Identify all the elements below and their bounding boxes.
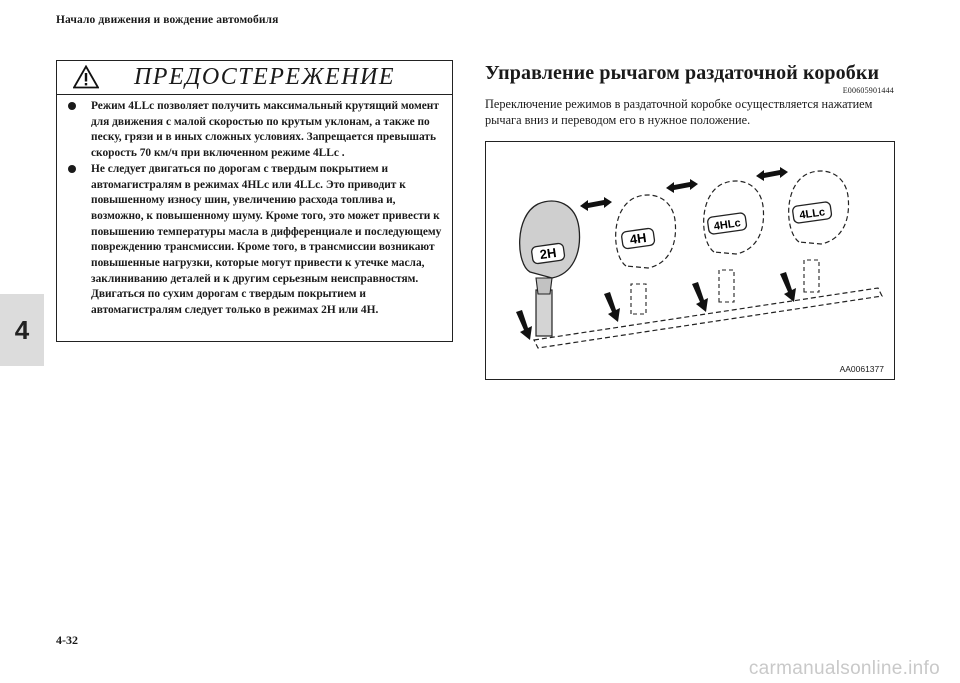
push-down-arrow-icon — [780, 272, 796, 302]
knob-4h — [616, 195, 676, 314]
warning-title-bar — [57, 61, 452, 95]
chapter-header: Начало движения и вождение автомобиля — [56, 14, 279, 26]
section-title: Управление рычагом раздаточной коробки — [485, 62, 880, 84]
knob-label-4hlc: 4HLc — [713, 217, 742, 233]
bullet-icon — [68, 102, 76, 110]
section-code: E00605901444 — [842, 86, 894, 95]
figure-code: AA0061377 — [839, 364, 884, 374]
warning-box — [56, 60, 453, 342]
warning-title: ПРЕДОСТЕРЕЖЕНИЕ — [133, 64, 396, 90]
knob-label-4llc: 4LLc — [798, 206, 826, 222]
section-body: Переключение режимов в раздаточной коробке осуществляется нажатием рычага вниз и переводом его в нужное положение. — [485, 97, 873, 128]
warning-item — [65, 162, 444, 319]
watermark: carmanualsonline.info — [748, 658, 940, 679]
knob-2h — [520, 201, 580, 336]
knob-4hlc — [704, 181, 764, 302]
shift-arrow-icon — [756, 167, 788, 181]
warning-list — [57, 95, 452, 319]
shift-arrows — [580, 167, 788, 211]
push-down-arrow-icon — [692, 282, 708, 312]
knob-4llc — [789, 171, 849, 292]
chapter-tab — [0, 294, 44, 366]
warning-item-text: Режим 4LLc позволяет получить максимальный крутящий момент для движения с малой скоростью по крутым уклонам, а также по песку, грязи и в иных сложных условиях. Запрещается превышать скорость 70 км/ч при включенном режиме 4LLc . — [91, 100, 439, 160]
base-plate-outline — [534, 288, 882, 348]
bullet-icon — [68, 165, 76, 173]
page-number: 4-32 — [56, 633, 78, 647]
warning-item-text: Не следует двигаться по дорогам с твердым покрытием и автомагистралям в режимах 4HLc или 4LLc. Это приводит к повышенному износу шин, увеличению расхода топлива и, возможно, к повышенному шуму. Кроме того, это может привести к повышению температуры масла в дифференциале и последующему повреждению трансмиссии. Кроме того, в трансмиссии возникают повышенные нагрузки, которые могут привести к утечке масла, заклиниванию деталей и к другим серьезным неисправностям. Двигаться по сухим дорогам с твердым покрытием и автомагистралям следует только в режимах 2H или 4H. — [91, 162, 442, 317]
warning-triangle-icon — [73, 65, 99, 89]
chapter-tab-number: 4 — [14, 314, 30, 345]
transfer-lever-figure — [485, 141, 895, 380]
push-down-arrow-icon — [516, 310, 532, 340]
knob-label-2h: 2H — [538, 244, 558, 263]
warning-item — [65, 99, 444, 162]
shift-arrow-icon — [666, 179, 698, 193]
knob-label-4h: 4H — [628, 229, 648, 248]
shift-arrow-icon — [580, 197, 612, 211]
push-down-arrow-icon — [604, 292, 620, 322]
transfer-lever-illustration — [486, 142, 896, 381]
